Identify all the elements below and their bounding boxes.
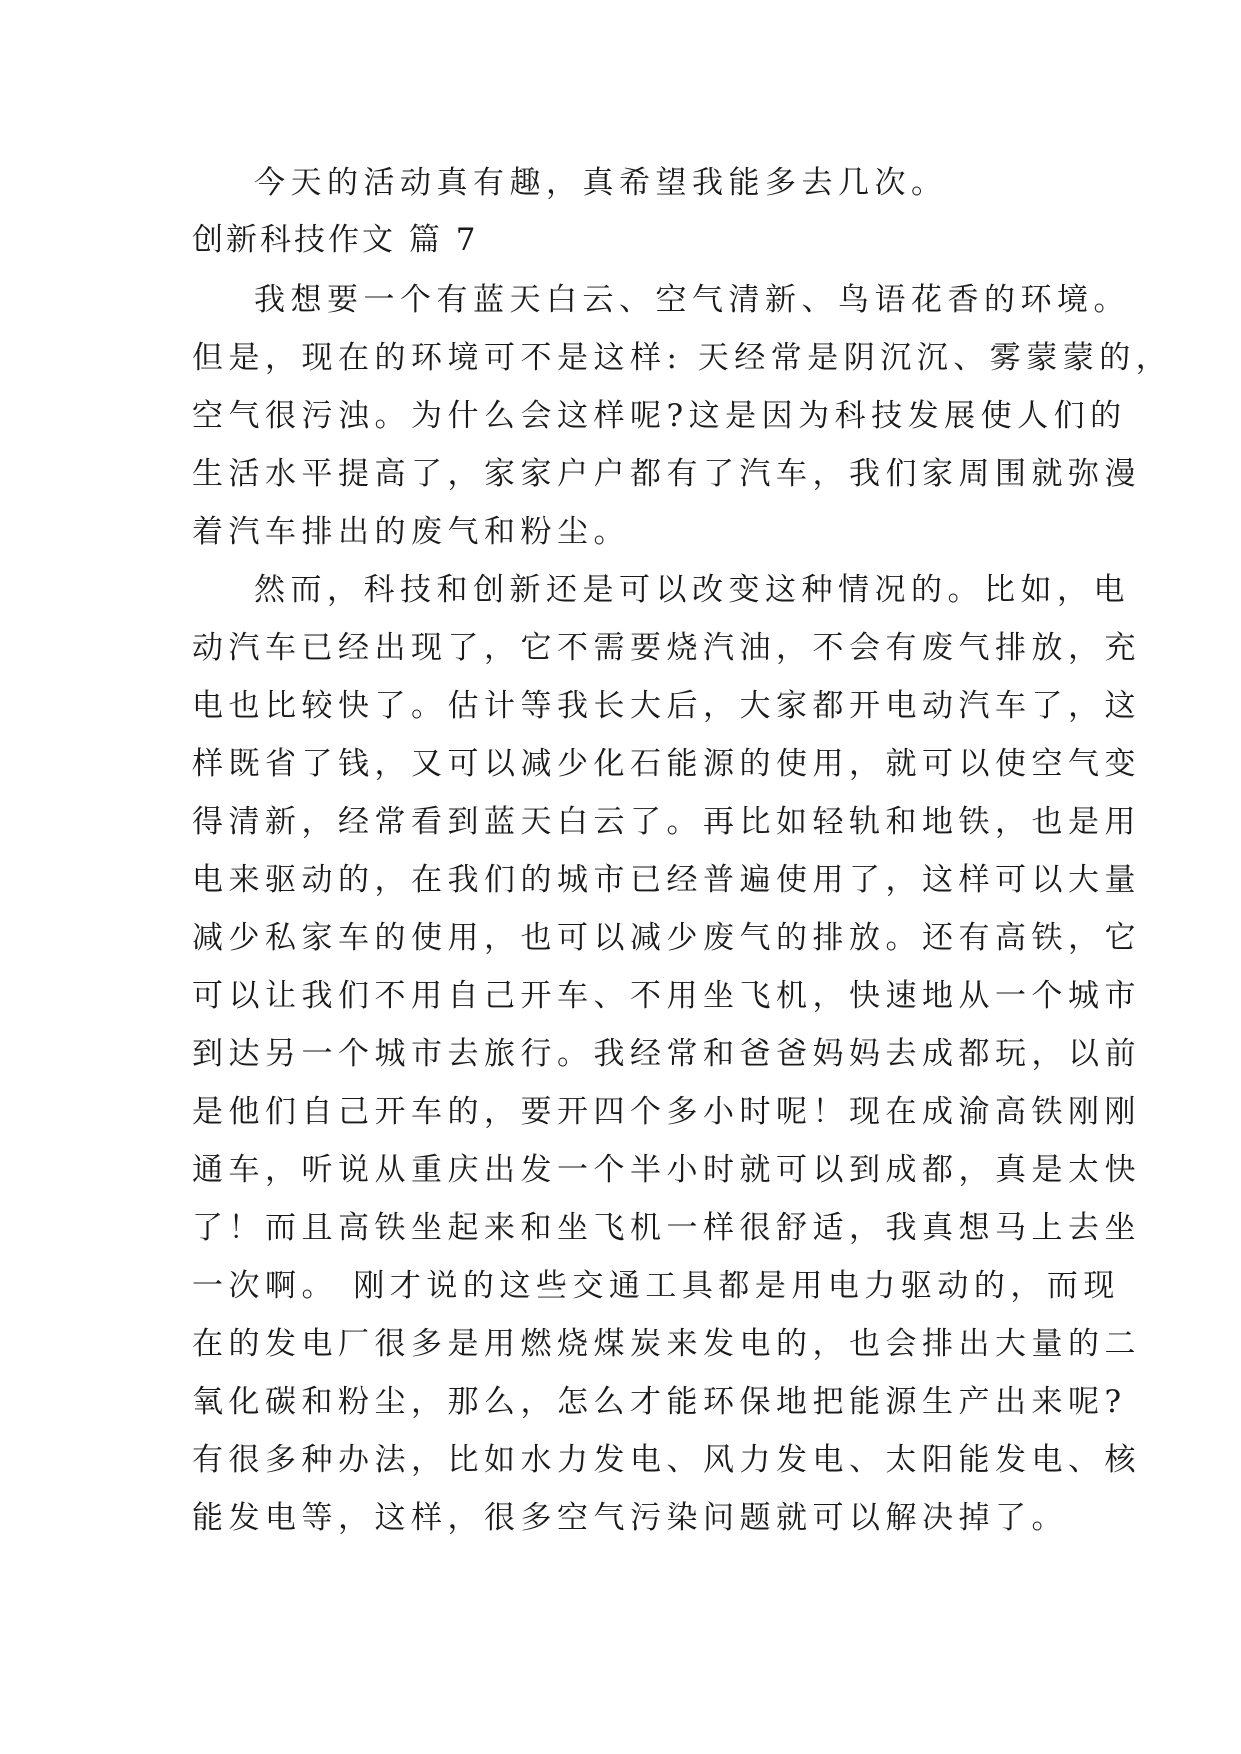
paragraph-line: 了！而且高铁坐起来和坐飞机一样很舒适，我真想马上去坐 xyxy=(192,1210,1141,1246)
paragraph-line: 然而，科技和创新还是可以改变这种情况的。比如，电 xyxy=(254,572,1130,608)
paragraph-line: 减少私家车的使用，也可以减少废气的排放。还有高铁，它 xyxy=(192,920,1141,956)
paragraph-line: 在的发电厂很多是用燃烧煤炭来发电的，也会排出大量的二 xyxy=(192,1326,1141,1362)
paragraph-line: 可以让我们不用自己开车、不用坐飞机，快速地从一个城市 xyxy=(192,978,1141,1014)
paragraph-line: 通车，听说从重庆出发一个半小时就可以到成都，真是太快 xyxy=(192,1152,1141,1188)
paragraph-line: 电来驱动的，在我们的城市已经普遍使用了，这样可以大量 xyxy=(192,862,1141,898)
paragraph-line: 到达另一个城市去旅行。我经常和爸爸妈妈去成都玩，以前 xyxy=(192,1036,1141,1072)
paragraph-line: 但是，现在的环境可不是这样: 天经常是阴沉沉、雾蒙蒙的， xyxy=(192,340,1173,376)
paragraph-line: 有很多种办法，比如水力发电、风力发电、太阳能发电、核 xyxy=(192,1442,1141,1478)
paragraph-line: 氧化碳和粉尘，那么，怎么才能环保地把能源生产出来呢? xyxy=(192,1384,1127,1420)
paragraph-line: 是他们自己开车的，要开四个多小时呢！现在成渝高铁刚刚 xyxy=(192,1094,1141,1130)
paragraph-line: 电也比较快了。估计等我长大后，大家都开电动汽车了，这 xyxy=(192,688,1141,724)
paragraph-line: 动汽车已经出现了，它不需要烧汽油，不会有废气排放，充 xyxy=(192,630,1141,666)
paragraph-line: 生活水平提高了，家家户户都有了汽车，我们家周围就弥漫 xyxy=(192,456,1141,492)
paragraph-line: 样既省了钱，又可以减少化石能源的使用，就可以使空气变 xyxy=(192,746,1141,782)
paragraph-line: 空气很污浊。为什么会这样呢?这是因为科技发展使人们的 xyxy=(192,398,1127,434)
paragraph-line: 我想要一个有蓝天白云、空气清新、鸟语花香的环境。 xyxy=(254,282,1130,318)
paragraph-line: 能发电等，这样，很多空气污染问题就可以解决掉了。 xyxy=(192,1500,1068,1536)
paragraph-line: 着汽车排出的废气和粉尘。 xyxy=(192,514,630,550)
paragraph-line: 得清新，经常看到蓝天白云了。再比如轻轨和地铁，也是用 xyxy=(192,804,1141,840)
section-heading: 创新科技作文 篇 7 xyxy=(192,222,479,258)
paragraph-line: 一次啊。 刚才说的这些交通工具都是用电力驱动的，而现 xyxy=(192,1268,1120,1304)
intro-line: 今天的活动真有趣，真希望我能多去几次。 xyxy=(254,165,948,201)
